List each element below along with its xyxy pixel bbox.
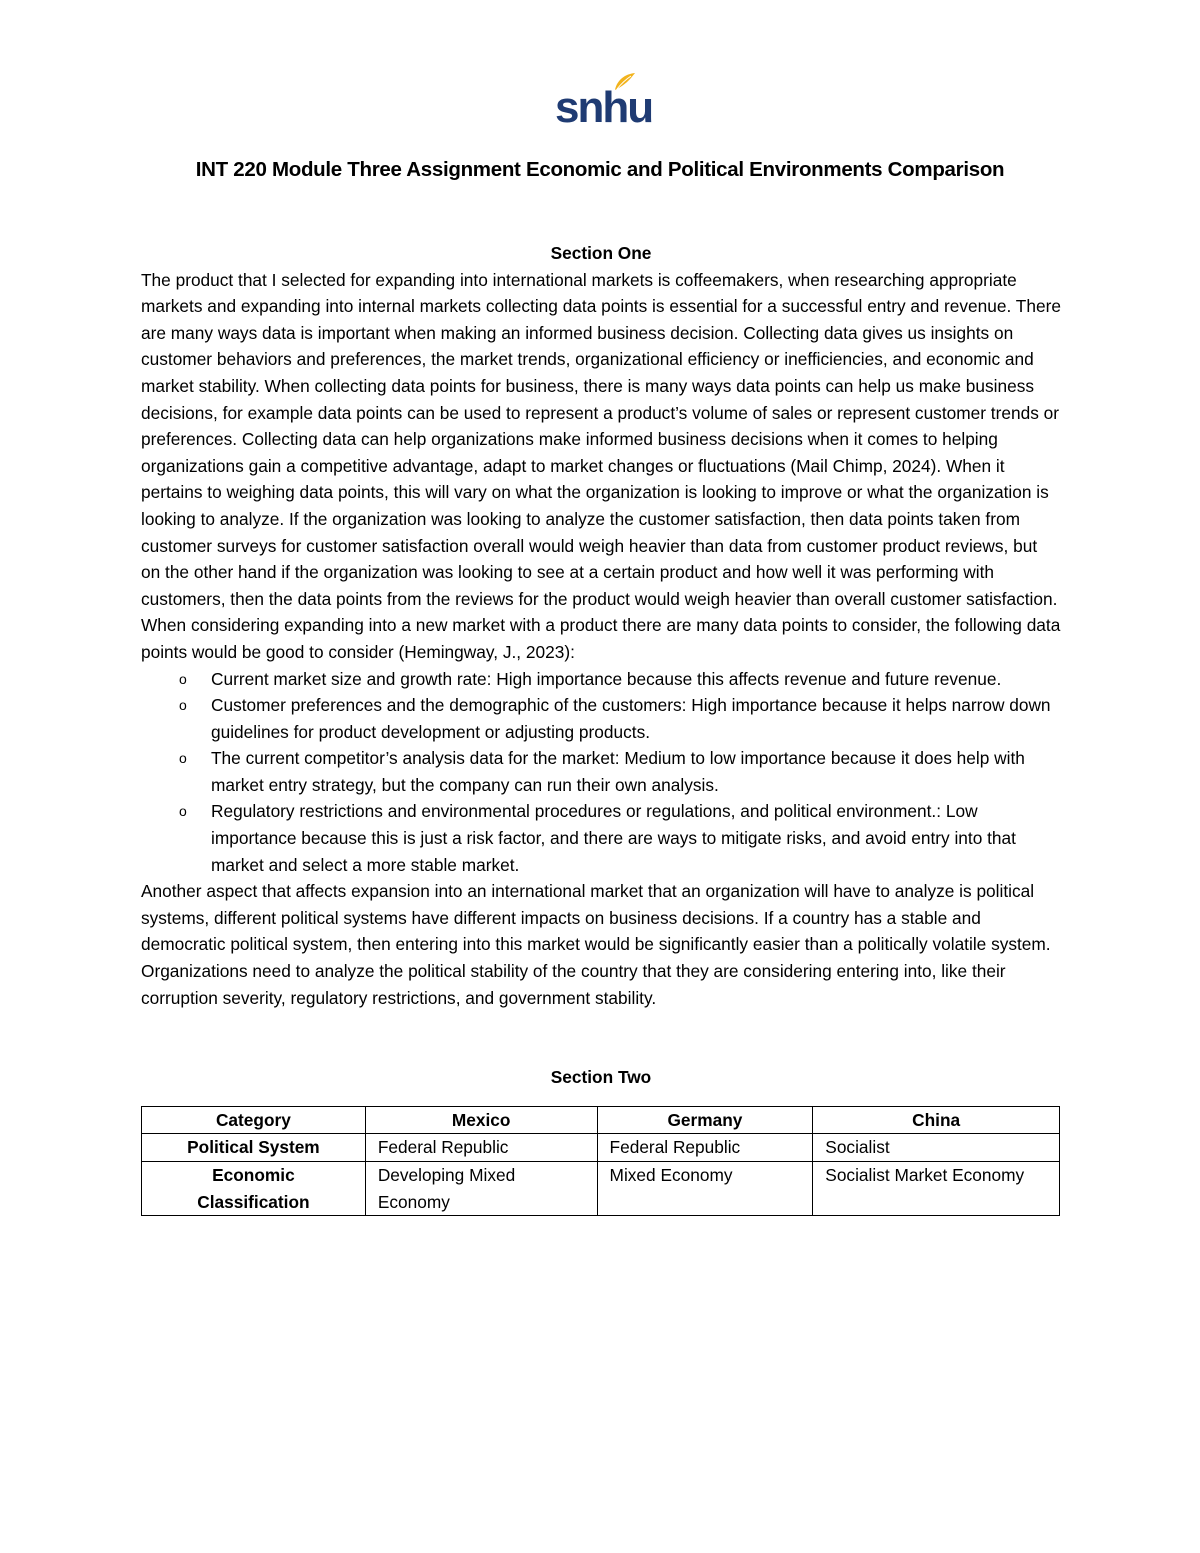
- bullet-marker: o: [179, 750, 187, 767]
- table-header-row: [142, 1106, 1060, 1134]
- table-row: [142, 1134, 1060, 1162]
- table-cell: Socialist Market Economy: [813, 1162, 1060, 1216]
- table-cell: Developing Mixed Economy: [365, 1162, 597, 1216]
- document-body: [141, 240, 1061, 1216]
- snhu-logo: [555, 72, 653, 134]
- bullet-marker: o: [179, 803, 187, 820]
- table-row: [142, 1162, 1060, 1216]
- table-cell: Federal Republic: [597, 1134, 813, 1162]
- section-one-paragraph-1: The product that I selected for expanding into international markets is coffeemakers, when researching appropriate markets and expanding into internal markets collecting data points is essential for a successful entry and revenue. There are many ways data is important when making an informed business decision. Collecting data gives us insights on customer behaviors and preferences, the market trends, organizational efficiency or inefficiencies, and economic and market stability. When collecting data points for business, there is many ways data points can help us make business decisions, for example data points can be used to represent a product’s volume of sales or represent customer trends or preferences. Collecting data can help organizations make informed business decisions when it comes to helping organizations gain a competitive advantage, adapt to market changes or fluctuations (Mail Chimp, 2024). When it pertains to weighing data points, this will vary on what the organization is looking to improve or what the organization is looking to analyze. If the organization was looking to analyze the customer satisfaction, then data points taken from customer surveys for customer satisfaction overall would weigh heavier than data from customer product reviews, but on the other hand if the organization was looking to see at a certain product and how well it was performing with customers, then the data points from the reviews for the product would weigh heavier than overall customer satisfaction. When considering expanding into a new market with a product there are many data points to consider, the following data points would be good to consider (Hemingway, J., 2023):: [141, 269, 1061, 662]
- column-header: Mexico: [365, 1106, 597, 1134]
- data-points-list: [141, 666, 1061, 879]
- row-header: Economic Classification: [142, 1162, 366, 1216]
- table-cell: Federal Republic: [365, 1134, 597, 1162]
- document-title: INT 220 Module Three Assignment Economic and Political Environments Comparison: [195, 158, 1005, 181]
- table-cell: Mixed Economy: [597, 1162, 813, 1216]
- list-item: o Current market size and growth rate: High importance because this affects revenue and future revenue.: [211, 666, 1061, 693]
- bullet-marker: o: [179, 670, 187, 687]
- column-header: China: [813, 1106, 1060, 1134]
- list-item: o Customer preferences and the demographic of the customers: High importance because it helps narrow down guidelines for product development or adjusting products.: [211, 692, 1061, 745]
- section-one-paragraph-2: Another aspect that affects expansion into an international market that an organization will have to analyze is political systems, different political systems have different impacts on business decisions. If a country has a stable and democratic political system, then entering into this market would be significantly easier than a politically volatile system. Organizations need to analyze the political stability of the country that they are considering entering into, like their corruption severity, regulatory restrictions, and government stability.: [141, 881, 1051, 1008]
- column-header: Germany: [597, 1106, 813, 1134]
- comparison-table: [141, 1106, 1060, 1216]
- bullet-marker: o: [179, 697, 187, 714]
- list-item: o Regulatory restrictions and environmental procedures or regulations, and political environment.: Low importance because this is just a risk factor, and there are ways to mitigate risks, and avoid entry into that market and select a more stable market.: [211, 798, 1061, 878]
- section-two-heading: Section Two: [550, 1067, 652, 1088]
- row-header: Political System: [142, 1134, 366, 1162]
- logo-wordmark: snhu: [555, 83, 653, 132]
- column-header: Category: [142, 1106, 366, 1134]
- section-one-heading: Section One: [550, 243, 652, 263]
- list-item: o The current competitor’s analysis data for the market: Medium to low importance because it does help with market entry strategy, but the company can run their own analysis.: [211, 745, 1061, 798]
- table-cell: Socialist: [813, 1134, 1060, 1162]
